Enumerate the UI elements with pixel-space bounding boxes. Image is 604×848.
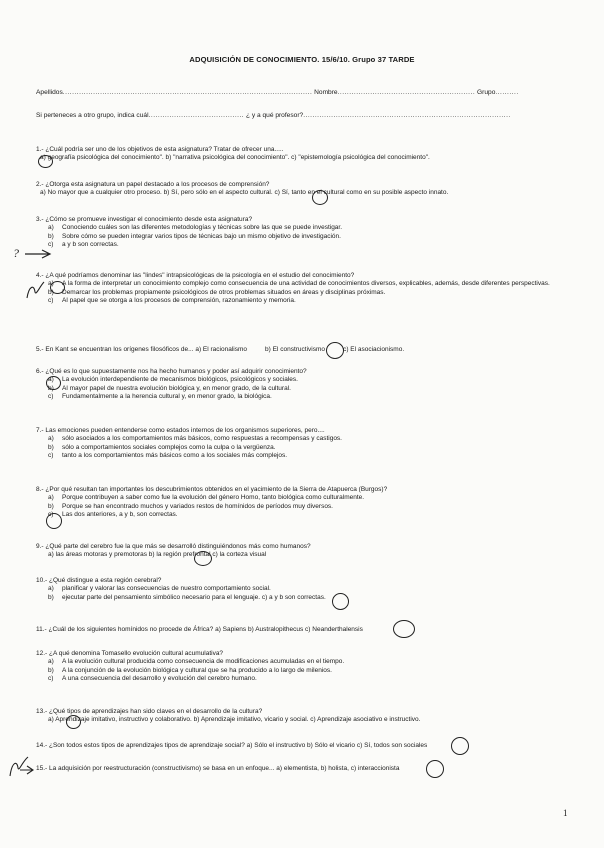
question-4: [36, 272, 576, 306]
question-stem: 5.- En Kant se encuentran los orígenes filosóficos de... a) El racionalismo b) El constructivismo c) El asociacionismo.: [36, 346, 405, 353]
question-10: [36, 577, 576, 602]
answer-circle-q2: [312, 190, 328, 205]
question-options: a) las áreas motoras y premotoras b) la región prefrontal c) la corteza visual: [48, 551, 267, 559]
question-stem: 4.- ¿A qué podríamos denominar las "lindes" intrapsicológicas de la psicología en el estudio del conocimiento?: [36, 272, 355, 279]
answer-circle-q6: [46, 376, 61, 390]
answer-circle-q4: [50, 281, 65, 294]
option-a: a) Porque contribuyen a saber como fue la evolución del género Homo, tanto biológica como culturalmente.: [48, 494, 365, 502]
question-options: a) Aprendizaje imitativo, instructivo y colaborativo. b) Aprendizaje imitativo, vicario y social. c) Aprendizaje asociativo e instructivo.: [48, 716, 421, 724]
answer-circle-q13: [66, 715, 81, 729]
question-stem: 2.- ¿Otorga esta asignatura un papel destacado a los procesos de comprensión?: [36, 181, 270, 188]
option-c: c) a y b son correctas.: [48, 241, 119, 249]
question-stem: 15.- La adquisición por reestructuración (constructivismo) se basa en un enfoque... a) elementista, b) holista, c) interaccionista: [36, 765, 400, 772]
question-15: [36, 765, 576, 773]
question-options: a) geografía psicológica del conocimiento". b) "narrativa psicológica del conocimiento". c) "epistemología psicológica del conocimiento".: [40, 154, 430, 162]
question-stem: 9.- ¿Qué parte del cerebro fue la que más se desarrolló distinguiéndonos más como humanos?: [36, 543, 311, 550]
question-stem: 13.- ¿Qué tipos de aprendizajes han sido claves en el desarrollo de la cultura?: [36, 708, 263, 715]
header-row-2: Si perteneces a otro grupo, indica cuál......................................... ¿ y a qué profesor?.........................................................................................: [36, 112, 511, 119]
question-11: [36, 626, 576, 634]
question-12: [36, 650, 576, 684]
question-stem: 12.- ¿A qué denomina Tomasello evolución cultural acumulativa?: [36, 650, 224, 657]
question-stem: 6.- ¿Qué es lo que supuestamente nos ha hecho humanos y poder así adquirir conocimiento?: [36, 368, 307, 375]
question-1: [36, 146, 576, 163]
answer-circle-q14: [451, 737, 469, 755]
question-13: [36, 708, 576, 725]
question-stem: 8.- ¿Por qué resultan tan importantes los descubrimientos obtenidos en el yacimiento de la Sierra de Atapuerca (Burgos)?: [36, 486, 388, 493]
answer-circle-q15: [426, 760, 444, 778]
question-stem: 14.- ¿Son todos estos tipos de aprendizajes tipos de aprendizaje social? a) Sólo el instructivo b) Sólo el vicario c) Sí, todos son sociales: [36, 742, 428, 749]
question-stem: 11.- ¿Cuál de los siguientes homínidos no procede de África? a) Sapiens b) Australopithecus c) Neanderthalensis: [36, 626, 363, 633]
question-stem: 10.- ¿Qué distingue a esta región cerebral?: [36, 577, 162, 584]
mark-scribble-bottom: [6, 752, 34, 780]
question-14: [36, 742, 576, 750]
otro-grupo-label: Si perteneces a otro grupo, indica cuál: [36, 112, 149, 119]
mark-scribble: [24, 280, 46, 300]
question-2: [36, 181, 576, 198]
header-row-1: Apellidos........................................................................................................... Nombre........................................................... Grupo..........: [36, 89, 519, 96]
question-mark-scribble: ?: [13, 246, 19, 260]
question-5: [36, 346, 576, 354]
question-8: [36, 486, 576, 520]
question-6: [36, 368, 576, 402]
option-b: b) ejecutar parte del pensamiento simbólico necesario para el lenguaje. c) a y b son correctas.: [48, 593, 326, 601]
option-a: a) A la forma de interpretar un conocimiento complejo como consecuencia de una actividad de conocimientos diversos, explicables, además, desde diferentes perspectivas.: [48, 280, 550, 288]
exam-title: ADQUISICIÓN DE CONOCIMIENTO. 15/6/10. Grupo 37 TARDE: [189, 55, 415, 64]
question-stem: 3.- ¿Cómo se promueve investigar el conocimiento desde esta asignatura?: [36, 216, 253, 223]
option-a: a) sólo asociados a los comportamientos más básicos, como respuestas a recompensas y castigos.: [48, 435, 342, 443]
answer-circle-q1: [38, 155, 53, 168]
option-a: a) planificar y valorar las consecuencias de nuestro comportamiento social.: [48, 585, 271, 593]
page-number: 1: [563, 808, 568, 818]
option-c: c) Al papel que se otorga a los procesos de comprensión, razonamiento y memoria.: [48, 297, 296, 305]
answer-circle-q5: [326, 342, 344, 359]
apellidos-label: Apellidos: [36, 89, 63, 96]
question-stem: 1.- ¿Cuál podría ser uno de los objetivos de esta asignatura? Tratar de ofrecer una.....: [36, 146, 284, 153]
question-3: [36, 216, 576, 250]
option-c: c) tanto a los comportamientos más básicos como a los sociales más complejos.: [48, 452, 288, 460]
option-b: b) sólo a comportamientos sociales complejos como la culpa o la vergüenza.: [48, 443, 276, 451]
question-options: a) No mayor que a cualquier otro proceso. b) Sí, pero sólo en el aspecto cultural. c) Sí, tanto en el cultural como en su posible aspecto innato.: [40, 189, 449, 197]
answer-circle-q11: [393, 620, 415, 638]
nombre-label: Nombre: [314, 89, 338, 96]
option-a: a) A la evolución cultural producida como consecuencia de modificaciones acumuladas en el tiempo.: [48, 658, 345, 666]
option-c: c) A una consecuencia del desarrollo y evolución del cerebro humano.: [48, 675, 257, 683]
option-b: b) Al mayor papel de nuestra evolución biológica y, en menor grado, de la cultural.: [48, 384, 291, 392]
option-b: b) Porque se han encontrado muchos y variados restos de homínidos de períodos muy diversos.: [48, 502, 333, 510]
option-a: a) Conociendo cuáles son las diferentes metodologías y técnicas sobre las que se puede investigar.: [48, 224, 343, 232]
question-9: [36, 543, 576, 560]
option-a: a) La evolución interdependiente de mecanismos biológicos, psicológicos y sociales.: [48, 376, 298, 384]
option-b: b) A la conjunción de la evolución biológica y cultural que se ha producido a lo largo de milenios.: [48, 666, 332, 674]
option-b: b) Demarcar los problemas propiamente psicológicos de otros problemas situados en áreas y disciplinas próximas.: [48, 288, 386, 296]
option-c: c) Fundamentalmente a la herencia cultural y, en menor grado, la biológica.: [48, 393, 272, 401]
answer-circle-q10: [332, 593, 349, 610]
grupo-label: Grupo: [477, 89, 496, 96]
answer-circle-q9: [194, 551, 212, 566]
option-b: b) Sobre cómo se pueden integrar varios tipos de técnicas bajo un mismo objetivo de investigación.: [48, 232, 341, 240]
arrow-scribble: [23, 248, 53, 260]
profesor-label: ¿ y a qué profesor?: [246, 112, 304, 119]
question-stem: 7.- Las emociones pueden entenderse como estados internos de los organismos superiores, pero....: [36, 427, 325, 434]
question-7: [36, 427, 576, 461]
option-c: c) Las dos anteriores, a y b, son correctas.: [48, 511, 178, 519]
answer-circle-q8: [46, 513, 62, 529]
